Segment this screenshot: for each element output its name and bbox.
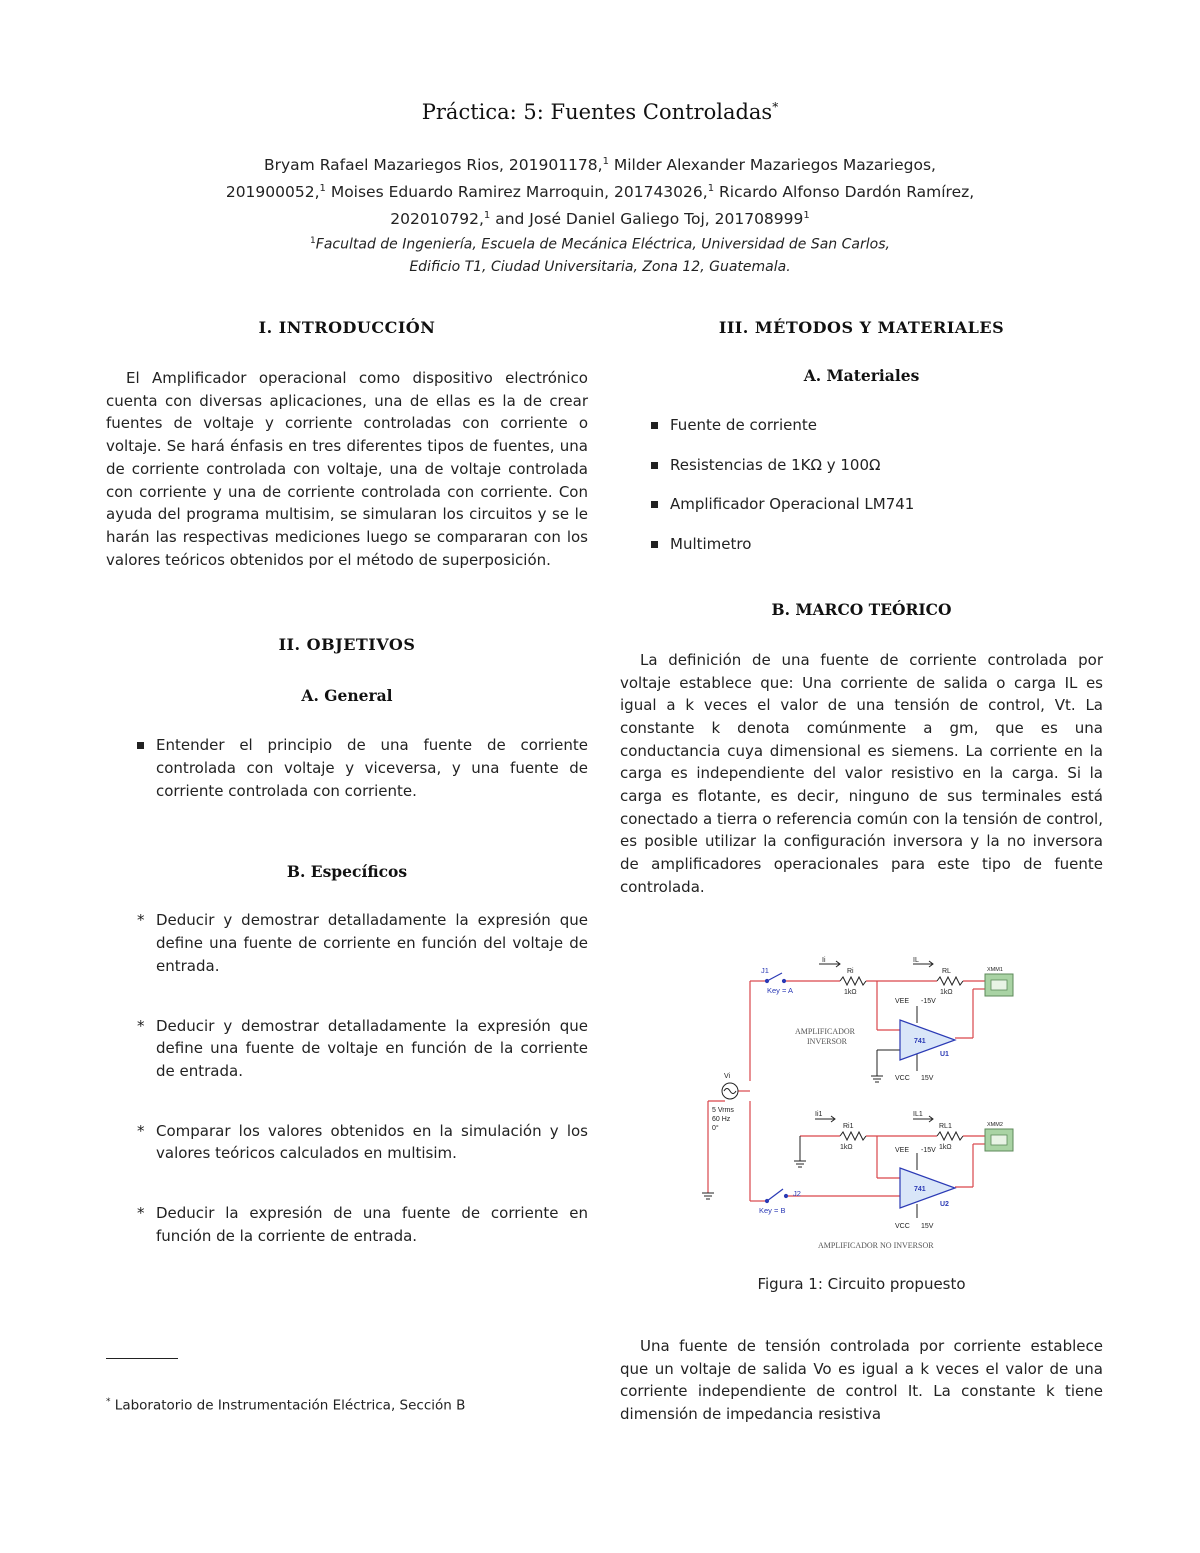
list-item <box>620 414 1103 437</box>
label-vee-2: VEE <box>895 1147 910 1154</box>
label-j2: J2 <box>793 1189 801 1198</box>
label-il: IL <box>913 957 919 964</box>
label-rl1-value: 1kΩ <box>939 1144 952 1151</box>
especifico-item-text: Deducir y demostrar detalladamente la expresión que define una fuente de corriente en función del voltaje de entrada. <box>156 911 588 975</box>
affiliation-mark: 1 <box>310 236 316 246</box>
material-item-text: Multimetro <box>670 535 752 554</box>
label-u1: U1 <box>940 1051 949 1058</box>
author-list <box>225 150 975 231</box>
opamp-icon <box>900 1020 955 1208</box>
label-op2: 741 <box>914 1186 926 1193</box>
label-vcc-2: VCC <box>895 1223 910 1230</box>
label-ri1: Ri1 <box>843 1123 854 1130</box>
label-vi-hz: 60 Hz <box>712 1116 731 1123</box>
right-column <box>620 318 1103 899</box>
section-heading-introduccion: I. INTRODUCCIÓN <box>258 318 436 337</box>
label-vcc-value: 15V <box>921 1075 934 1082</box>
left-column <box>106 318 588 1247</box>
switch-icon <box>766 973 788 1203</box>
list-item <box>620 533 1103 556</box>
especifico-item-text: Deducir y demostrar detalladamente la expresión que define una fuente de voltaje en función de la corriente de entrada. <box>156 1016 588 1080</box>
material-item-text: Resistencias de 1KΩ y 100Ω <box>670 455 881 474</box>
intro-paragraph: El Amplificador operacional como dispositivo electrónico cuenta con diversas aplicaciones, una de ellas es la de crear fuentes de voltaje y corriente controladas con corriente o voltaje. Se hará énfasis en tres diferentes tipos de fuentes, una de corriente controlada con voltaje, una de voltaje controlada con corriente y una de corriente controlada con corriente. Con ayuda del programa multisim, se simularan los circuitos y se le harán las respectivas mediciones luego se compararan con los valores teóricos obtenidos por el método de superposición. <box>106 369 588 569</box>
affiliation <box>225 230 975 278</box>
author-1-affil: 1 <box>602 156 609 167</box>
label-xmm2: XMM2 <box>987 1122 1003 1128</box>
asterisk-bullet-icon: * <box>137 1204 145 1223</box>
author-2-affil: 1 <box>319 183 326 195</box>
general-item-text: Entender el principio de una fuente de corriente controlada con voltaje y viceversa, y una fuente de corriente controlada con corriente. <box>156 736 588 800</box>
subsection-heading-materiales: A. Materiales <box>803 366 920 385</box>
materiales-list <box>620 414 1103 556</box>
label-amp-no-inversor: AMPLIFICADOR NO INVERSOR <box>818 1241 934 1250</box>
asterisk-bullet-icon: * <box>137 1121 145 1140</box>
especifico-item-text: Comparar los valores obtenidos en la simulación y los valores teóricos calculados en multisim. <box>156 1121 588 1163</box>
label-key-a: Key = A <box>767 986 794 995</box>
label-ri: Ri <box>847 968 854 975</box>
label-key-b: Key = B <box>759 1206 786 1215</box>
label-rl: RL <box>942 968 951 975</box>
square-bullet-icon <box>651 462 658 469</box>
label-amp-inversor-2: INVERSOR <box>807 1037 848 1046</box>
circuit-figure <box>695 956 1025 1256</box>
paper-title <box>0 100 1200 124</box>
label-u2: U2 <box>940 1201 949 1208</box>
section-heading-metodos: III. MÉTODOS Y MATERIALES <box>718 318 1005 337</box>
list-item <box>106 1202 588 1247</box>
figure-caption: Figura 1: Circuito propuesto <box>757 1275 966 1293</box>
circuit-wires <box>708 981 985 1201</box>
especifico-item-text: Deducir la expresión de una fuente de corriente en función de la corriente de entrada. <box>156 1204 588 1245</box>
footnote-mark: * <box>106 1397 111 1407</box>
right-column-continuation <box>620 1335 1103 1426</box>
asterisk-bullet-icon: * <box>137 1016 145 1035</box>
label-vee: VEE <box>895 998 910 1005</box>
black-labels <box>712 957 1003 1230</box>
section-heading-objetivos: II. OBJETIVOS <box>278 635 416 655</box>
author-5: and José Daniel Galiego Toj, 201708999 <box>490 210 804 229</box>
label-vi-vrms: 5 Vrms <box>712 1107 734 1114</box>
label-rl1: RL1 <box>939 1123 952 1130</box>
list-item <box>106 909 588 977</box>
material-item-text: Amplificador Operacional LM741 <box>670 495 915 514</box>
author-3: Moises Eduardo Ramirez Marroquin, 201743026, <box>325 183 708 202</box>
label-il1: IL1 <box>913 1111 923 1118</box>
label-vcc: VCC <box>895 1075 910 1082</box>
square-bullet-icon <box>651 541 658 548</box>
footnote-rule <box>106 1358 178 1359</box>
author-3-affil: 1 <box>707 183 715 195</box>
asterisk-bullet-icon: * <box>137 911 145 930</box>
subsection-heading-especificos: B. Específicos <box>286 862 408 882</box>
label-ri1-value: 1kΩ <box>840 1144 853 1151</box>
label-vi-phase: 0° <box>712 1125 719 1132</box>
affiliation-text-1: Facultad de Ingeniería, Escuela de Mecánica Eléctrica, Universidad de San Carlos, <box>315 236 890 253</box>
marco-teorico-paragraph: La definición de una fuente de corriente controlada por voltaje establece que: Una corriente de salida o carga IL es igual a k veces el valor de una tensión de control, Vt. La constante k denota comúnmente a gm, que es una conductancia cuya dimensional es siemens. La corriente en la carga es independiente del valor resistivo en la carga. Si la carga es flotante, es decir, ninguno de sus terminales está conectado a tierra o referencia común con la tensión de control, es posible utilizar la configuración inversora y la no inversora de amplificadores operacionales para este tipo de fuente controlada. <box>620 650 1103 896</box>
square-bullet-icon <box>651 422 658 429</box>
label-ii: Ii <box>822 957 826 964</box>
label-vee-2-value: -15V <box>921 1147 936 1154</box>
author-2: Milder Alexander Mazariegos Mazariegos, 201900052, <box>225 156 936 202</box>
label-rl-value: 1kΩ <box>940 989 953 996</box>
label-vee-value: -15V <box>921 998 936 1005</box>
label-op1: 741 <box>914 1038 926 1045</box>
square-bullet-icon <box>651 501 658 508</box>
label-vcc-2-value: 15V <box>921 1223 934 1230</box>
author-1: Bryam Rafael Mazariegos Rios, 201901178, <box>264 156 603 175</box>
label-vi: Vi <box>724 1073 731 1080</box>
author-4: Ricardo Alfonso Dardón Ramírez, 202010792, <box>390 183 975 229</box>
subsection-heading-general: A. General <box>301 686 393 706</box>
tension-paragraph: Una fuente de tensión controlada por corriente establece que un voltaje de salida Vo es igual a k veces el valor de una corriente independiente de control It. La constante k tiene dimensión de impedancia resistiva <box>620 1337 1103 1424</box>
especificos-list <box>106 909 588 1247</box>
label-j1: J1 <box>761 966 769 975</box>
ac-source-icon <box>722 1083 738 1099</box>
list-item <box>620 493 1103 516</box>
footnote <box>106 1397 465 1414</box>
label-xmm1: XMM1 <box>987 967 1003 973</box>
blue-labels <box>759 966 801 1215</box>
label-amp-inversor-1: AMPLIFICADOR <box>795 1027 856 1036</box>
list-item <box>106 1120 588 1165</box>
title-text: Práctica: 5: Fuentes Controladas <box>421 100 773 124</box>
author-5-affil: 1 <box>803 210 810 222</box>
general-list <box>106 734 588 802</box>
label-ri-value: 1kΩ <box>844 989 857 996</box>
affiliation-line-1 <box>225 230 975 256</box>
footnote-text: Laboratorio de Instrumentación Eléctrica, Sección B <box>114 1397 466 1414</box>
list-item <box>620 454 1103 477</box>
label-ii1: Ii1 <box>815 1111 823 1118</box>
list-item <box>106 734 588 802</box>
author-4-affil: 1 <box>483 210 491 222</box>
material-item-text: Fuente de corriente <box>670 416 817 434</box>
affiliation-line-2: Edificio T1, Ciudad Universitaria, Zona 12, Guatemala. <box>409 258 791 275</box>
subsection-heading-marco-teorico: B. MARCO TEÓRICO <box>771 599 952 619</box>
list-item <box>106 1015 588 1083</box>
square-bullet-icon <box>137 742 144 749</box>
title-footnote-mark: * <box>772 100 779 114</box>
